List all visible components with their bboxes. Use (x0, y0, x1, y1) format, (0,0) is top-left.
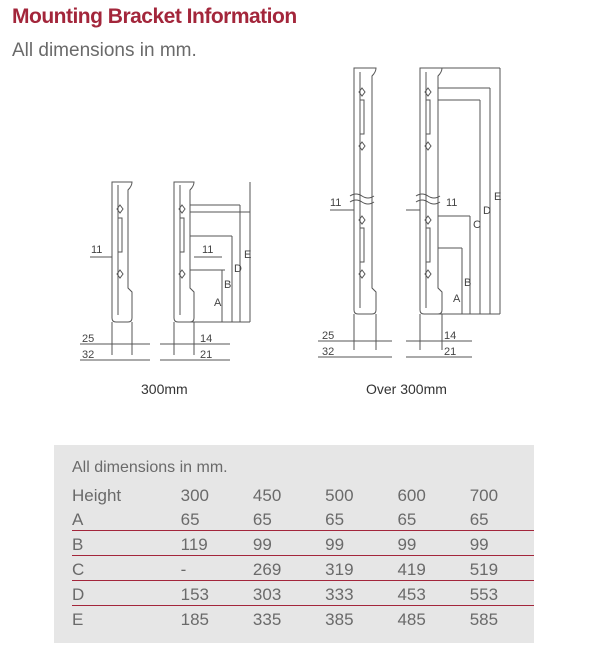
short-bottom-right-21: 21 (200, 349, 213, 361)
table-header-label: Height (72, 486, 122, 505)
table-cell: 453 (389, 581, 461, 606)
row-label: E (72, 610, 84, 629)
table-cell: 519 (462, 556, 534, 581)
table-cell: 419 (389, 556, 461, 581)
tall-bracket-left-view (318, 68, 392, 357)
table-cell: 99 (245, 531, 317, 556)
table-cell: 65 (245, 506, 317, 531)
short-dim-e-label: E (244, 249, 252, 261)
tall-dim-d-label: D (483, 205, 491, 217)
table-cell: 333 (317, 581, 389, 606)
tall-dim-a-label: A (453, 293, 461, 305)
table-cell: 119 (173, 531, 245, 556)
table-row (72, 506, 534, 531)
table-cell: 319 (317, 556, 389, 581)
dimensions-table (72, 482, 534, 630)
tall-right-gap-label: 11 (446, 197, 458, 209)
table-cell: 185 (180, 610, 210, 629)
row-label: C (72, 556, 173, 581)
short-bracket-caption: 300mm (141, 381, 188, 397)
table-row (72, 556, 534, 581)
tall-bracket-caption: Over 300mm (366, 381, 447, 397)
short-bottom-right-14: 14 (200, 333, 213, 345)
table-header-cell: 450 (252, 486, 282, 505)
short-left-gap-label: 11 (91, 244, 103, 256)
table-cell: 65 (317, 506, 389, 531)
table-cell: 303 (245, 581, 317, 606)
table-cell: 153 (173, 581, 245, 606)
table-header-cell: 700 (469, 486, 499, 505)
dimensions-table-panel (54, 445, 534, 643)
short-right-gap-label: 11 (202, 244, 214, 256)
tall-dim-b-label: B (464, 277, 472, 289)
tall-bottom-right-21: 21 (444, 346, 457, 358)
table-row (72, 581, 534, 606)
bracket-diagram (0, 60, 590, 405)
tall-dim-c-label: C (473, 219, 481, 231)
table-cell: 585 (469, 610, 499, 629)
page-title: Mounting Bracket Information (12, 5, 297, 28)
table-row (72, 606, 534, 631)
table-cell: 99 (389, 531, 461, 556)
table-header-cell: 600 (397, 486, 426, 505)
table-header-row (72, 482, 534, 506)
table-header-cell: 300 (180, 486, 210, 505)
tall-bottom-right-14: 14 (444, 330, 457, 342)
short-dim-b-label: B (224, 279, 232, 291)
short-bottom-left-25: 25 (82, 333, 95, 345)
table-cell: 335 (252, 610, 282, 629)
row-label: D (72, 581, 173, 606)
table-cell: 65 (173, 506, 245, 531)
table-note: All dimensions in mm. (72, 459, 228, 476)
table-cell: 99 (462, 531, 534, 556)
row-label: B (72, 531, 173, 556)
table-cell: 65 (462, 506, 534, 531)
table-cell: 99 (317, 531, 389, 556)
table-cell: 553 (462, 581, 534, 606)
tall-dim-e-label: E (494, 191, 502, 203)
table-row (72, 531, 534, 556)
short-dim-d-label: D (234, 263, 242, 275)
short-dim-a-label: A (214, 297, 222, 309)
tall-left-gap-label: 11 (330, 197, 342, 209)
table-cell: 485 (397, 610, 426, 629)
table-cell: 65 (389, 506, 461, 531)
table-cell: 385 (325, 610, 354, 629)
table-cell: 269 (245, 556, 317, 581)
tall-bottom-left-25: 25 (322, 330, 335, 342)
table-header-cell: 500 (325, 486, 354, 505)
tall-bottom-left-32: 32 (322, 346, 335, 358)
table-cell: - (173, 556, 245, 581)
page-subtitle: All dimensions in mm. (12, 40, 197, 61)
short-bottom-left-32: 32 (82, 349, 95, 361)
row-label: A (72, 506, 173, 531)
